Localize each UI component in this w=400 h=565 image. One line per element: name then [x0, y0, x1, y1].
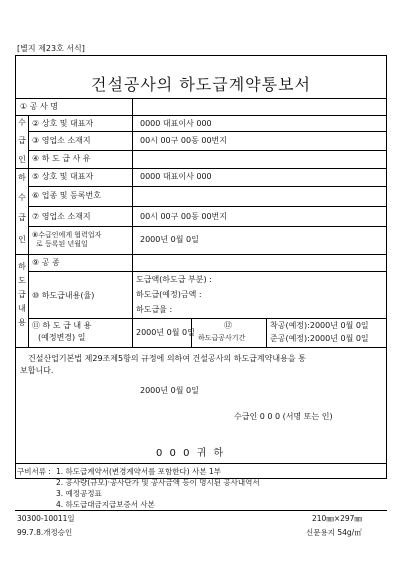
value-contractor-address: 00시 00구 00동 00번지 — [140, 136, 227, 145]
side-label: 급 — [18, 290, 26, 299]
recipient: 0 0 0 귀 하 — [156, 448, 226, 459]
table-top-border — [16, 98, 386, 99]
value-period-start: 착공(예정):2000년 0월 0일 — [270, 321, 369, 330]
label-contractor-name: ② 상호 및 대표자 — [32, 119, 94, 128]
attachment-item: 1. 하도급계약서(변경계약서를 포함한다) 사본 1부 — [56, 467, 221, 476]
value-subcontract-amount: 하도급(예정)금액 : — [136, 290, 202, 299]
label-content-date-1: ⑪ 하 도 급 내 용 — [32, 321, 92, 330]
footer-size: 210㎜×297㎜ — [312, 514, 362, 523]
side-label: 용 — [18, 318, 26, 327]
statement-line-2: 보합니다. — [20, 366, 54, 375]
side-label: 내 — [18, 304, 26, 313]
side-label: 인 — [18, 155, 26, 164]
value-contractor-name: 0000 대표이사 000 — [140, 119, 212, 128]
row-divider — [28, 186, 386, 187]
row-divider — [16, 347, 386, 348]
footer-approval: 99.7.8.개정승인 — [17, 528, 73, 537]
attachment-item: 3. 예정공정표 — [56, 489, 102, 498]
footer-divider — [15, 510, 387, 511]
statement-date: 2000년 0월 0일 — [140, 386, 199, 395]
value-partner-date: 2000년 0월 0일 — [140, 235, 199, 244]
value-subcontract-rate: 하도급율 : — [136, 305, 173, 314]
attachments-label: 구비서류 : — [17, 467, 51, 476]
row-divider — [16, 115, 386, 116]
side-label: 수 — [18, 118, 26, 127]
value-content-date: 2000년 0월 0일 — [136, 328, 195, 337]
row-divider — [16, 168, 386, 169]
footer-paper: 신문용지 54g/㎡ — [306, 528, 362, 537]
label-project-name: ① 공 사 명 — [20, 102, 58, 111]
form-title: 건설공사의 하도급계약통보서 — [90, 75, 311, 94]
footer-code: 30300-10011일 — [17, 514, 75, 523]
statement-line-1: 건설산업기본법 제29조제5항의 규정에 의하여 건설공사의 하도급계약내용을 통 — [28, 354, 306, 363]
label-subcontract-reason: ④ 하 도 급 사 유 — [32, 154, 91, 163]
label-content-date-2: (예정변경) 일 — [38, 333, 86, 342]
col-divider — [28, 115, 29, 347]
label-period-1: ⑫ — [224, 321, 232, 330]
value-sub-name: 0000 대표이사 000 — [140, 172, 212, 181]
side-label: 하 — [18, 173, 26, 182]
row-divider — [28, 150, 386, 151]
side-label: 수 — [18, 193, 26, 202]
side-label: 급 — [18, 213, 26, 222]
col-divider — [266, 318, 267, 347]
row-divider — [28, 226, 386, 227]
value-sub-address: 00시 00구 00동 00번지 — [140, 212, 227, 221]
label-subcontract-content: ⑩ 하도급내용(율) — [32, 291, 95, 300]
label-period-2: 하도급공사기간 — [198, 334, 246, 342]
value-contract-amount: 도급액(하도급 부분) : — [136, 275, 212, 284]
form-box — [15, 55, 387, 479]
side-label: 인 — [18, 235, 26, 244]
side-label: 급 — [18, 136, 26, 145]
row-divider — [16, 254, 386, 255]
label-partner-date-2: 로 등록된 년월일 — [36, 240, 88, 248]
label-partner-date-1: ⑧수급인에게 협력업자 — [32, 231, 102, 239]
attachment-item: 2. 공사량(규모)·공사단가 및 공사금액 등이 명시된 공사내역서 — [56, 478, 260, 487]
recipient-divider — [16, 463, 386, 464]
label-sub-registration: ⑥ 업종 및 등록번호 — [32, 191, 101, 200]
signer-line: 수급인 0 0 0 (서명 또는 인) — [234, 412, 333, 421]
label-sub-address: ⑦ 영업소 소재지 — [32, 212, 91, 221]
row-divider — [28, 206, 386, 207]
row-divider — [28, 131, 386, 132]
label-contractor-address: ③ 영업소 소재지 — [32, 136, 91, 145]
attachment-item: 4. 하도급대금지급보증서 사본 — [56, 500, 155, 509]
form-number: [별지 제23호 서식] — [17, 44, 85, 53]
row-divider — [28, 318, 386, 319]
side-label: 하 — [18, 262, 26, 271]
side-label: 도 — [18, 276, 26, 285]
label-sub-name: ⑤ 상호 및 대표자 — [32, 172, 94, 181]
row-divider — [28, 271, 386, 272]
label-work-type: ⑨ 공 종 — [32, 258, 60, 267]
col-divider — [132, 98, 133, 347]
value-period-end: 준공(예정):2000년 0월 0일 — [270, 334, 369, 343]
